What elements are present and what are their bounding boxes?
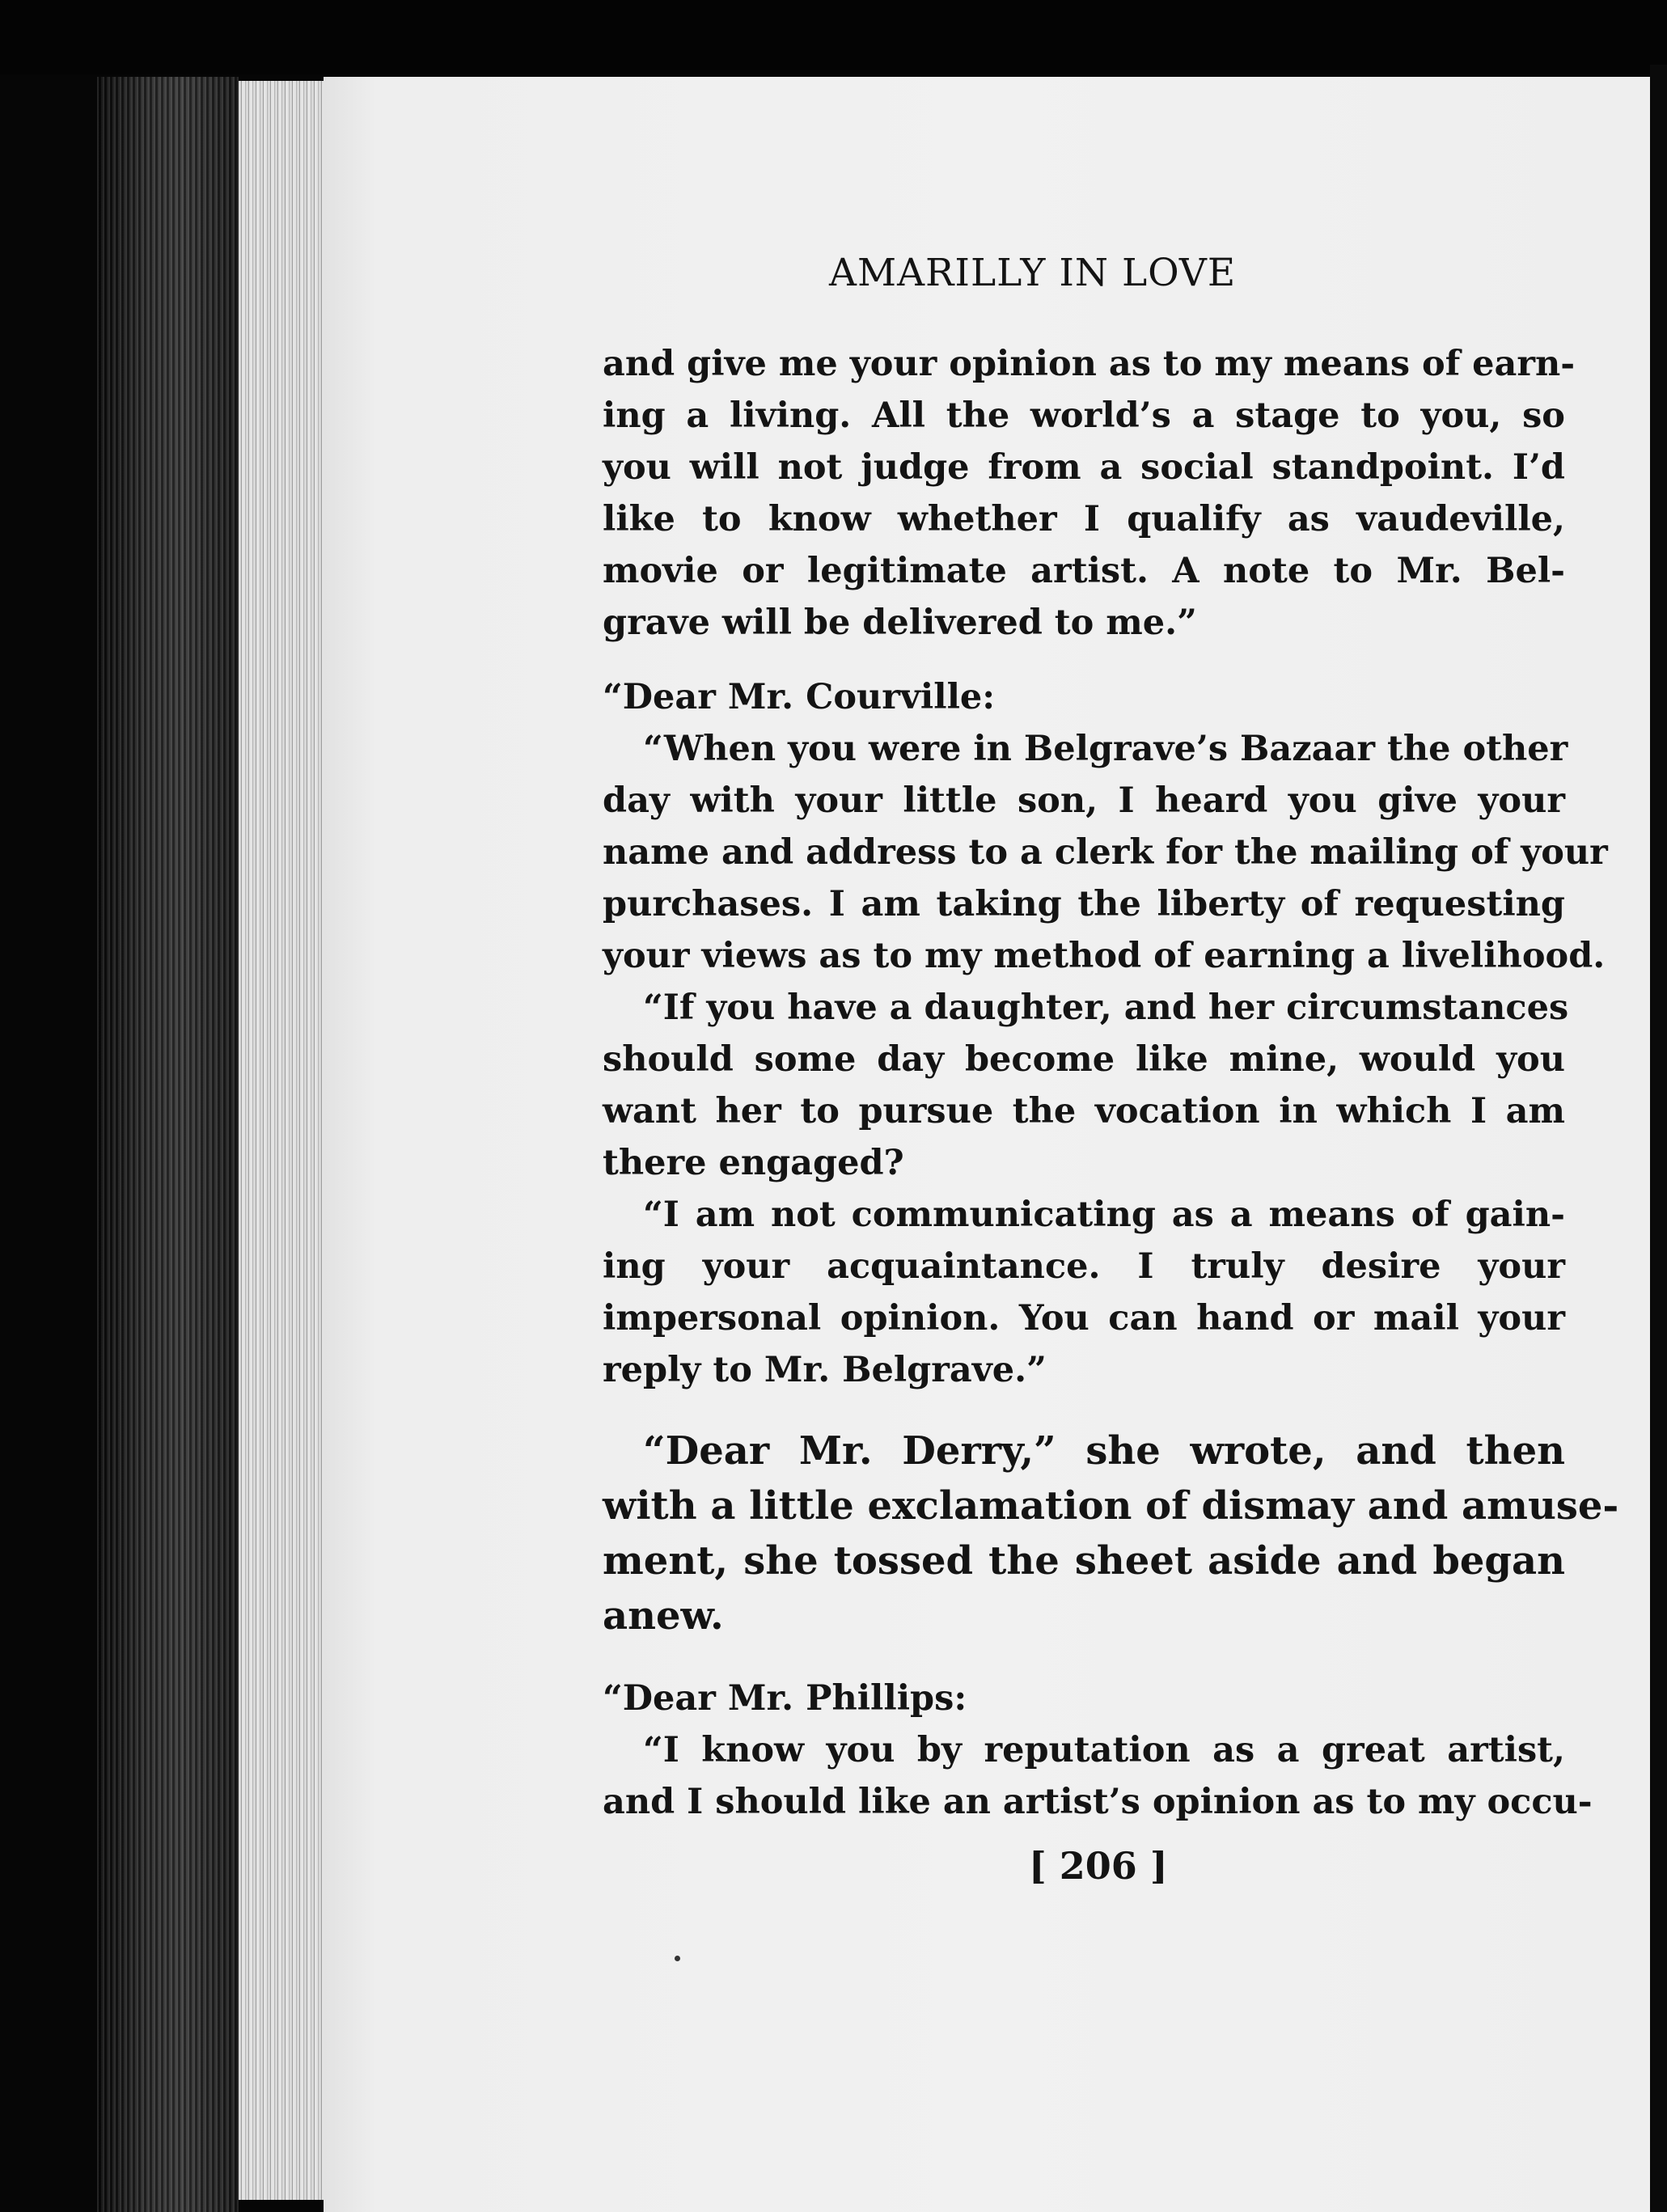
letter-salutation: “Dear Mr. Phillips: xyxy=(603,1678,967,1719)
text-line: should some day become like mine, would you xyxy=(603,1039,1565,1080)
narrative-line: with a little exclamation of dismay and amuse- xyxy=(603,1483,1619,1529)
text-line: purchases. I am taking the liberty of requesting xyxy=(603,884,1565,924)
text-line: want her to pursue the vocation in which I am xyxy=(603,1091,1565,1131)
text-line: you will not judge from a social standpoint. I’d xyxy=(603,447,1565,488)
text-line: like to know whether I qualify as vaudeville, xyxy=(603,499,1565,539)
ink-speck xyxy=(675,1956,680,1961)
text-line: and I should like an artist’s opinion as to my occu- xyxy=(603,1782,1593,1822)
text-line: “I am not communicating as a means of gain- xyxy=(643,1195,1565,1235)
text-line: name and address to a clerk for the mailing of your xyxy=(603,832,1608,873)
text-line: and give me your opinion as to my means of earn- xyxy=(603,344,1576,384)
text-line: there engaged? xyxy=(603,1143,904,1183)
page-number: [ 206 ] xyxy=(1029,1844,1168,1888)
text-line: your views as to my method of earning a livelihood. xyxy=(603,936,1606,976)
running-head: AMARILLY IN LOVE xyxy=(829,251,1237,295)
text-line: “When you were in Belgrave’s Bazaar the other xyxy=(643,729,1568,769)
letter-salutation: “Dear Mr. Courville: xyxy=(603,677,996,717)
text-line: impersonal opinion. You can hand or mail your xyxy=(603,1298,1565,1339)
scan-background-top xyxy=(0,0,1667,74)
text-line: day with your little son, I heard you give your xyxy=(603,780,1565,821)
text-line: “I know you by reputation as a great artist, xyxy=(643,1730,1565,1770)
scan-background-right xyxy=(1650,65,1667,2212)
text-line: grave will be delivered to me.” xyxy=(603,603,1197,643)
narrative-line: anew. xyxy=(603,1593,724,1639)
narrative-line: “Dear Mr. Derry,” she wrote, and then xyxy=(643,1428,1565,1474)
text-line: ing your acquaintance. I truly desire your xyxy=(603,1246,1565,1287)
text-line: ing a living. All the world’s a stage to you, so xyxy=(603,395,1565,436)
text-line: “If you have a daughter, and her circumstances xyxy=(643,988,1569,1028)
page-edge-stack xyxy=(239,81,328,2200)
text-line: movie or legitimate artist. A note to Mr. Bel- xyxy=(603,551,1565,591)
book-spine-edge xyxy=(97,77,239,2212)
text-line: reply to Mr. Belgrave.” xyxy=(603,1350,1047,1390)
narrative-line: ment, she tossed the sheet aside and began xyxy=(603,1538,1565,1584)
